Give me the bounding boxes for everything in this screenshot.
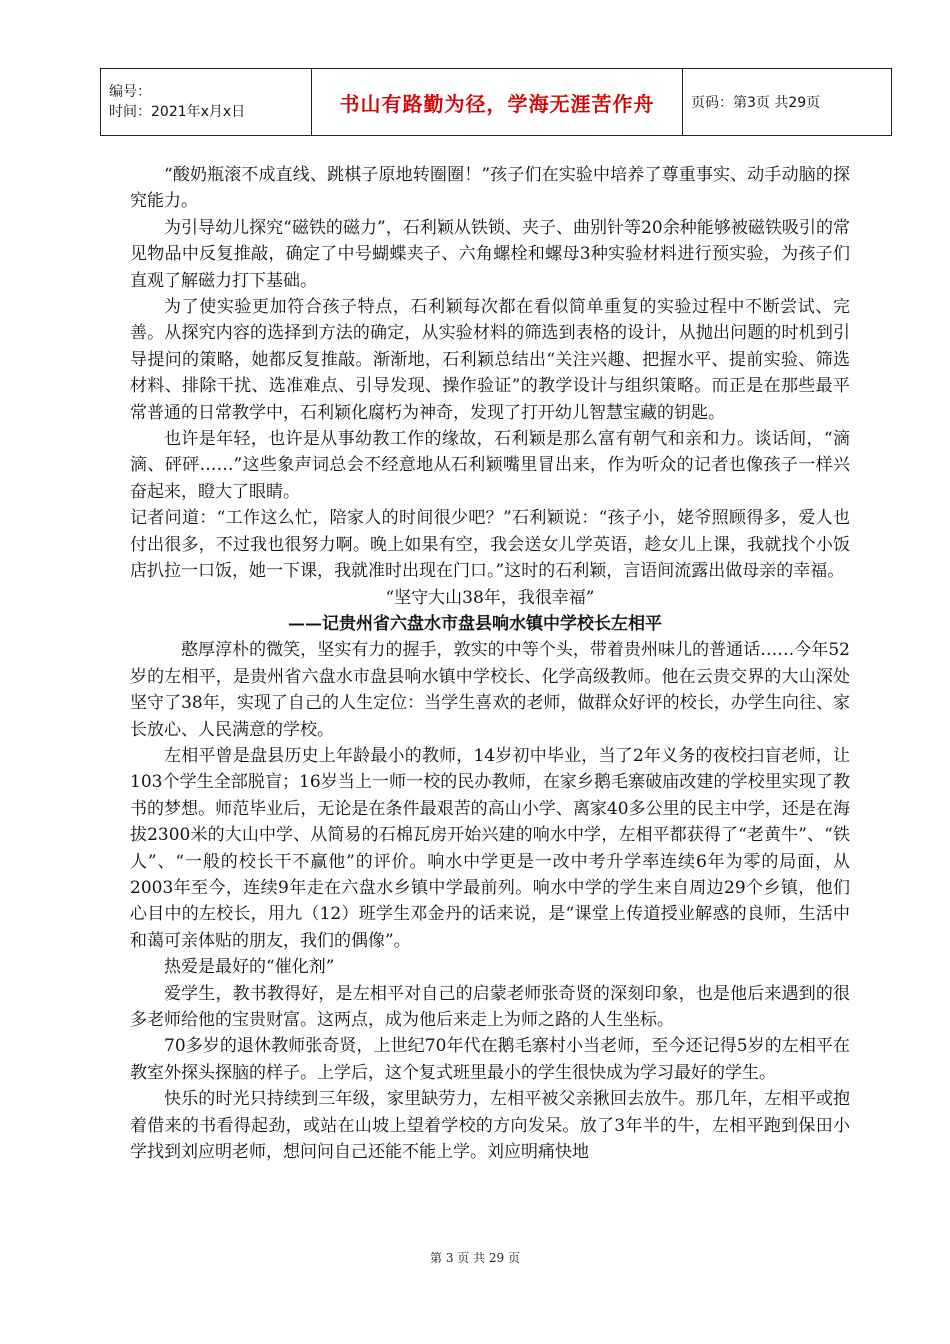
section-heading: 热爱是最好的“催化剂” xyxy=(164,957,335,978)
paragraph: 快乐的时光只持续到三年级，家里缺劳力，左相平被父亲揪回去放牛。那几年，左相平或抱着借来的书看得起劲，或站在山坡上望着学校的方向发呆。放了3年半的牛，左相平跑到保田小学找到刘应明老师，想问问自己还能不能上学。刘应明痛快地 xyxy=(130,1089,850,1163)
article-title: “坚守大山38年，我很幸福” xyxy=(385,587,595,608)
header-motto: 书山有路勤为径，学海无涯苦作舟 xyxy=(312,69,683,136)
paragraph: “酸奶瓶滚不成直线、跳棋子原地转圈圈！”孩子们在实验中培养了尊重事实、动手动脑的探究能力。 xyxy=(130,165,850,212)
paragraph: 左相平曾是盘县历史上年龄最小的教师，14岁初中毕业，当了2年义务的夜校扫盲老师，让103个学生全部脱盲；16岁当上一师一校的民办教师，在家乡鹅毛寨破庙改建的学校里实现了教书的梦想。师范毕业后，无论是在条件最艰苦的高山小学、离家40多公里的民主中学，还是在海拔2300米的大山中学、从简易的石棉瓦房开始兴建的响水中学，左相平都获得了“老黄牛”、“铁人”、“一般的校长干不赢他”的评价。响水中学更是一改中考升学率连续6年为零的局面，从2003年至今，连续9年走在六盘水乡镇中学最前列。响水中学的学生来自周边29个乡镇，他们心目中的左校长，用九（12）班学生邓金丹的话来说，是“课堂上传道授业解惑的良师，生活中和蔼可亲体贴的朋友，我们的偶像”。 xyxy=(130,745,850,951)
paragraph: 爱学生，教书教得好，是左相平对自己的启蒙老师张奇贤的深刻印象，也是他后来遇到的很多老师给他的宝贵财富。这两点，成为他后来走上为师之路的人生坐标。 xyxy=(130,983,850,1030)
paragraph: 为引导幼儿探究“磁铁的磁力”，石利颖从铁锁、夹子、曲别针等20余种能够被磁铁吸引的常见物品中反复推敲，确定了中号蝴蝶夹子、六角螺栓和螺母3种实验材料进行预实验，为孩子们直观了解磁力打下基础。 xyxy=(130,217,850,291)
document-body xyxy=(130,162,850,1165)
time-label: 时间：2021年x月x日 xyxy=(109,104,246,120)
paragraph: 为了使实验更加符合孩子特点，石利颖每次都在看似简单重复的实验过程中不断尝试、完善。从探究内容的选择到方法的确定，从实验材料的筛选到表格的设计，从抛出问题的时机到引导提问的策略，她都反复推敲。渐渐地，石利颖总结出“关注兴趣、把握水平、提前实验、筛选材料、排除干扰、选准难点、引导发现、操作验证”的教学设计与组织策略。而正是在那些最平常普通的日常教学中，石利颖化腐朽为神奇，发现了打开幼儿智慧宝藏的钥匙。 xyxy=(130,297,850,423)
document-header xyxy=(100,68,892,136)
number-label: 编号： xyxy=(109,84,151,100)
paragraph: 憨厚淳朴的微笑，坚实有力的握手，敦实的中等个头，带着贵州味儿的普通话……今年52岁的左相平，是贵州省六盘水市盘县响水镇中学校长、化学高级教师。他在云贵交界的大山深处坚守了38年，实现了自己的人生定位：当学生喜欢的老师，做群众好评的校长，办学生向往、家长放心、人民满意的学校。 xyxy=(130,640,850,740)
page-footer: 第 3 页 共 29 页 xyxy=(430,1251,520,1265)
paragraph: 记者问道：“工作这么忙，陪家人的时间很少吧？”石利颖说：“孩子小，姥爷照顾得多，爱人也付出很多，不过我也很努力啊。晚上如果有空，我会送女儿学英语，趁女儿上课，我就找个小饭店扒拉一口饭，她一下课，我就准时出现在门口。”这时的石利颖，言语间流露出做母亲的幸福。 xyxy=(130,508,850,582)
paragraph: 70多岁的退休教师张奇贤，上世纪70年代在鹅毛寨村小当老师，至今还记得5岁的左相平在教室外探头探脑的样子。上学后，这个复式班里最小的学生很快成为学习最好的学生。 xyxy=(130,1036,850,1083)
header-page-info: 页码：第3页 共29页 xyxy=(683,69,892,136)
article-subtitle: ——记贵州省六盘水市盘县响水镇中学校长左相平 xyxy=(288,613,662,634)
header-meta-cell xyxy=(101,69,312,136)
paragraph: 也许是年轻，也许是从事幼教工作的缘故，石利颖是那么富有朝气和亲和力。谈话间，“滴滴、砰砰……”这些象声词总会不经意地从石利颖嘴里冒出来，作为听众的记者也像孩子一样兴奋起来，瞪大了眼睛。 xyxy=(130,429,850,502)
